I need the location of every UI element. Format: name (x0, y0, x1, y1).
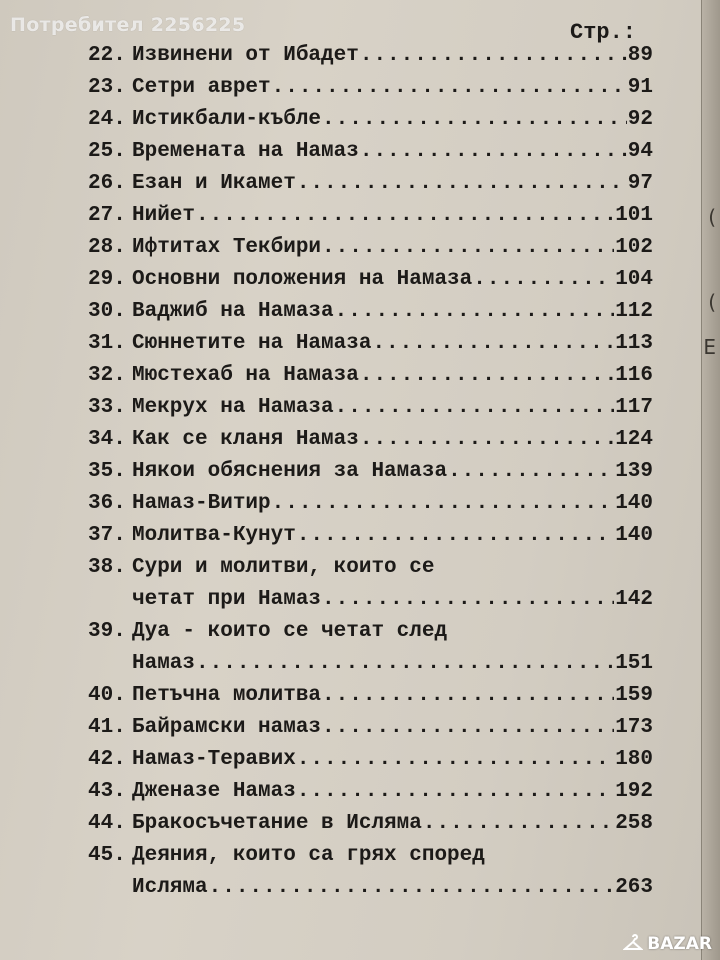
toc-entry-number: 38. (88, 556, 126, 579)
toc-entry-title: Деяния, които са грях според (132, 844, 485, 867)
toc-entry-title: Извинени от Ибадет (132, 44, 359, 67)
toc-page-number: 97 (627, 172, 653, 195)
toc-entry-title-continued: Намаз (132, 652, 196, 675)
toc-entry (88, 200, 653, 232)
toc-page-number: 151 (615, 652, 653, 675)
toc-entry-number: 30. (88, 300, 126, 323)
toc-entry-title: Основни положения на Намаза (132, 268, 473, 291)
toc-leader-dots (322, 104, 627, 136)
toc-leader-dots (473, 264, 614, 296)
toc-page-number: 112 (615, 300, 653, 323)
toc-entry-title: Сури и молитви, които се (132, 556, 435, 579)
toc-leader-dots (335, 392, 615, 424)
toc-leader-dots (272, 72, 627, 104)
toc-page-number: 94 (627, 140, 653, 163)
page-column-header: Стр.: (570, 20, 637, 45)
toc-leader-dots (209, 872, 615, 904)
toc-leader-dots (335, 296, 615, 328)
toc-entry (88, 104, 653, 136)
toc-entry-title: Езан и Икамет (132, 172, 296, 195)
toc-entry-title-continued: Исляма (132, 876, 208, 899)
watermark: Потребител 2256225 (10, 14, 246, 36)
toc-entry-title-continued: четат при Намаз (132, 588, 322, 611)
toc-entry-title: Намаз-Витир (132, 492, 271, 515)
toc-entry (88, 456, 653, 488)
bazar-logo-text: BAZAR (647, 934, 712, 954)
toc-entry (88, 424, 653, 456)
toc-entry (88, 520, 653, 552)
toc-entry (88, 808, 653, 840)
toc-entry-title: Сетри аврет (132, 76, 271, 99)
toc-page-number: 140 (615, 524, 653, 547)
bazar-logo (623, 934, 712, 954)
toc-entry (88, 552, 653, 616)
toc-entry (88, 40, 653, 72)
toc-entry-title: Мекрух на Намаза (132, 396, 334, 419)
toc-leader-dots (196, 648, 614, 680)
toc-entry-title: Молитва-Кунут (132, 524, 296, 547)
toc-entry-number: 28. (88, 236, 126, 259)
toc-entry (88, 168, 653, 200)
toc-entry (88, 744, 653, 776)
toc-leader-dots (372, 328, 614, 360)
toc-entry-title: Някои обяснения за Намаза (132, 460, 448, 483)
toc-entry (88, 680, 653, 712)
toc-entry-title: Как се кланя Намаз (132, 428, 359, 451)
toc-entry (88, 488, 653, 520)
toc-entry-title: Времената на Намаз (132, 140, 359, 163)
toc-entry (88, 264, 653, 296)
toc-entry-title: Дуа - които се четат след (132, 620, 448, 643)
toc-page-number: 92 (627, 108, 653, 131)
toc-page-number: 113 (615, 332, 653, 355)
table-of-contents (88, 40, 653, 904)
toc-page-number: 140 (615, 492, 653, 515)
toc-page-number: 124 (615, 428, 653, 451)
toc-leader-dots (322, 584, 614, 616)
toc-entry-number: 36. (88, 492, 126, 515)
toc-entry (88, 232, 653, 264)
toc-entry (88, 136, 653, 168)
toc-entry-number: 33. (88, 396, 126, 419)
toc-page-number: 91 (627, 76, 653, 99)
toc-leader-dots (322, 712, 614, 744)
toc-leader-dots (448, 456, 614, 488)
toc-entry-title: Истикбали-къбле (132, 108, 322, 131)
toc-page-number: 139 (615, 460, 653, 483)
toc-page-number: 117 (615, 396, 653, 419)
toc-leader-dots (272, 488, 615, 520)
toc-leader-dots (196, 200, 614, 232)
toc-entry-title: Байрамски намаз (132, 716, 322, 739)
toc-entry-number: 45. (88, 844, 126, 867)
toc-leader-dots (297, 744, 614, 776)
edge-mark: E (703, 335, 716, 359)
toc-entry (88, 776, 653, 808)
toc-entry-number: 24. (88, 108, 126, 131)
toc-page-number: 142 (615, 588, 653, 611)
toc-leader-dots (360, 40, 627, 72)
toc-leader-dots (322, 680, 614, 712)
toc-entry-number: 41. (88, 716, 126, 739)
toc-entry-number: 39. (88, 620, 126, 643)
toc-page-number: 173 (615, 716, 653, 739)
edge-mark: ( (708, 205, 716, 229)
toc-entry-number: 35. (88, 460, 126, 483)
toc-entry (88, 328, 653, 360)
toc-entry-number: 31. (88, 332, 126, 355)
toc-entry-title: Ваджиб на Намаза (132, 300, 334, 323)
toc-entry (88, 840, 653, 904)
toc-leader-dots (322, 232, 614, 264)
toc-entry-number: 40. (88, 684, 126, 707)
toc-leader-dots (423, 808, 614, 840)
toc-page-number: 89 (627, 44, 653, 67)
toc-entry-title: Нийет (132, 204, 196, 227)
toc-entry-title: Сюннетите на Намаза (132, 332, 372, 355)
toc-entry-number: 34. (88, 428, 126, 451)
toc-entry-number: 43. (88, 780, 126, 803)
toc-entry (88, 616, 653, 680)
toc-entry (88, 712, 653, 744)
toc-entry-number: 23. (88, 76, 126, 99)
toc-entry-number: 25. (88, 140, 126, 163)
toc-entry (88, 392, 653, 424)
toc-entry-number: 22. (88, 44, 126, 67)
toc-entry-title: Петъчна молитва (132, 684, 322, 707)
toc-entry-title: Ифтитах Текбири (132, 236, 322, 259)
toc-page-number: 101 (615, 204, 653, 227)
toc-entry-title: Дженазе Намаз (132, 780, 296, 803)
toc-page-number: 192 (615, 780, 653, 803)
toc-leader-dots (360, 424, 614, 456)
toc-page-number: 180 (615, 748, 653, 771)
toc-entry-title: Бракосъчетание в Исляма (132, 812, 422, 835)
bazar-hanger-icon (623, 934, 643, 954)
toc-entry-number: 27. (88, 204, 126, 227)
adjacent-page-edge (701, 0, 720, 960)
toc-entry-title: Намаз-Теравих (132, 748, 296, 771)
toc-entry-number: 32. (88, 364, 126, 387)
toc-page-number: 102 (615, 236, 653, 259)
toc-page-number: 116 (615, 364, 653, 387)
toc-leader-dots (297, 520, 614, 552)
toc-entry-number: 37. (88, 524, 126, 547)
toc-leader-dots (297, 776, 614, 808)
toc-leader-dots (297, 168, 627, 200)
toc-entry-number: 29. (88, 268, 126, 291)
toc-page-number: 263 (615, 876, 653, 899)
toc-entry-title: Мюстехаб на Намаза (132, 364, 359, 387)
toc-entry (88, 72, 653, 104)
toc-leader-dots (360, 360, 614, 392)
toc-entry-number: 26. (88, 172, 126, 195)
toc-entry-number: 44. (88, 812, 126, 835)
toc-entry (88, 296, 653, 328)
toc-leader-dots (360, 136, 627, 168)
toc-page-number: 104 (615, 268, 653, 291)
toc-page-number: 258 (615, 812, 653, 835)
edge-mark: ( (708, 290, 716, 314)
toc-page-number: 159 (615, 684, 653, 707)
toc-entry-number: 42. (88, 748, 126, 771)
toc-entry (88, 360, 653, 392)
